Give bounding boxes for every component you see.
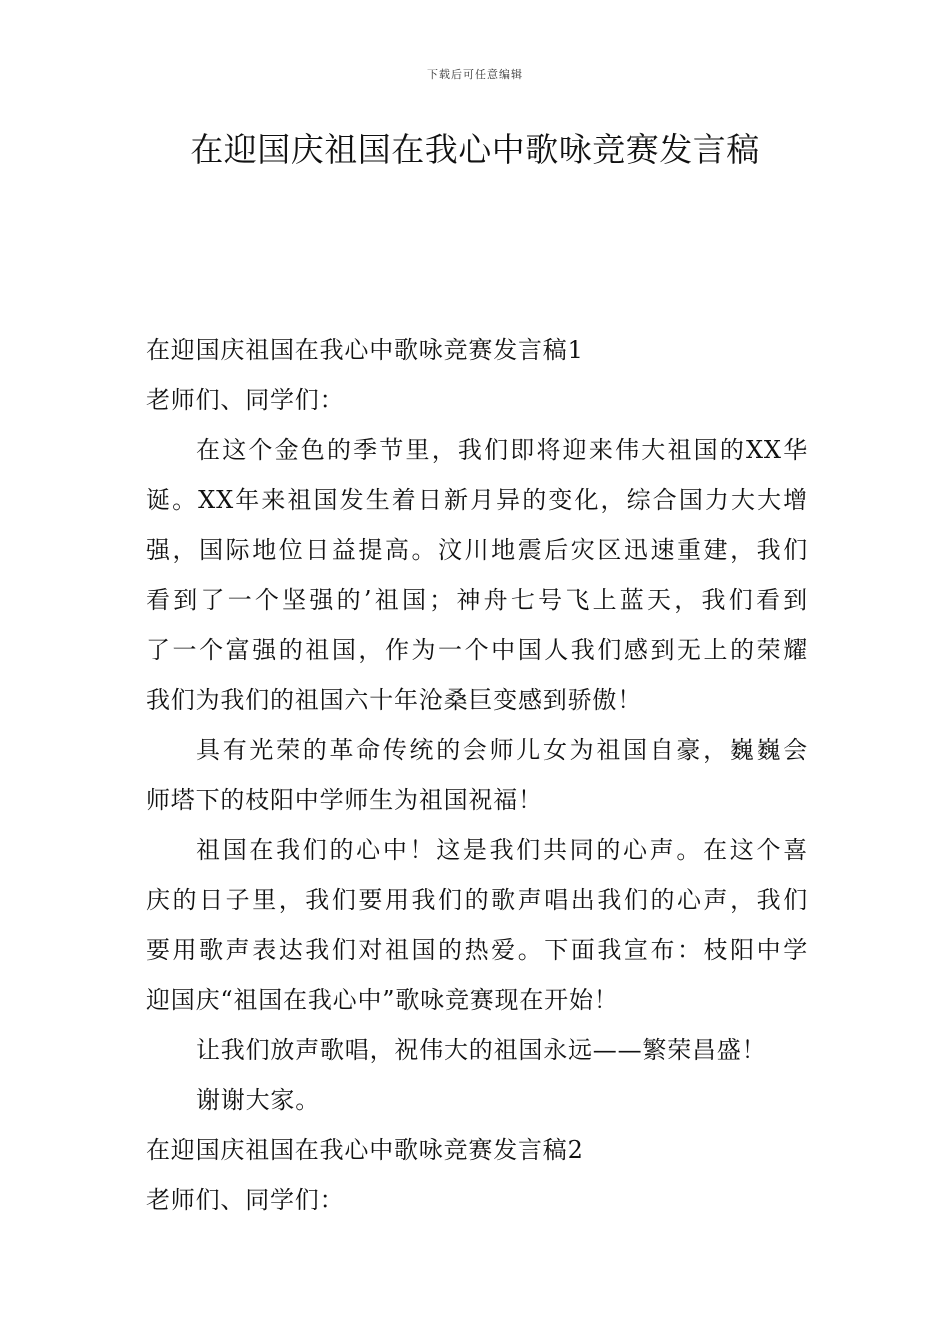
paragraph-line: 要用歌声表达我们对祖国的热爱。下面我宣布：枝阳中学 bbox=[146, 936, 808, 964]
paragraph-line: 祖国在我们的心中！这是我们共同的心声。在这个喜 bbox=[196, 836, 808, 864]
paragraph-line: 庆的日子里，我们要用我们的歌声唱出我们的心声，我们 bbox=[146, 886, 808, 914]
section-heading-1: 在迎国庆祖国在我心中歌咏竞赛发言稿1 bbox=[146, 336, 584, 364]
section-heading-2: 在迎国庆祖国在我心中歌咏竞赛发言稿2 bbox=[146, 1136, 584, 1164]
header-note: 下载后可任意编辑 bbox=[427, 68, 523, 81]
document-body bbox=[146, 325, 808, 1225]
salutation: 老师们、同学们： bbox=[146, 386, 345, 414]
closing-thanks: 谢谢大家。 bbox=[196, 1086, 320, 1114]
paragraph-line: 强，国际地位日益提高。汶川地震后灾区迅速重建，我们 bbox=[146, 536, 808, 564]
document-title: 在迎国庆祖国在我心中歌咏竞赛发言稿 bbox=[190, 130, 760, 169]
paragraph-line: 看到了一个坚强的’祖国；神舟七号飞上蓝天，我们看到 bbox=[146, 586, 808, 614]
paragraph-line: 迎国庆“祖国在我心中”歌咏竞赛现在开始！ bbox=[146, 986, 619, 1014]
paragraph-line: 让我们放声歌唱，祝伟大的祖国永远——繁荣昌盛！ bbox=[196, 1036, 767, 1064]
paragraph-line: 在这个金色的季节里，我们即将迎来伟大祖国的XX华 bbox=[196, 436, 808, 464]
paragraph-line: 师塔下的枝阳中学师生为祖国祝福！ bbox=[146, 786, 543, 814]
salutation: 老师们、同学们： bbox=[146, 1186, 345, 1214]
paragraph-line: 我们为我们的祖国六十年沧桑巨变感到骄傲！ bbox=[146, 686, 642, 714]
paragraph-line: 具有光荣的革命传统的会师儿女为祖国自豪，巍巍会 bbox=[196, 736, 808, 764]
paragraph-line: 诞。XX年来祖国发生着日新月异的变化，综合国力大大增 bbox=[146, 486, 808, 514]
paragraph-line: 了一个富强的祖国，作为一个中国人我们感到无上的荣耀 bbox=[146, 636, 808, 664]
